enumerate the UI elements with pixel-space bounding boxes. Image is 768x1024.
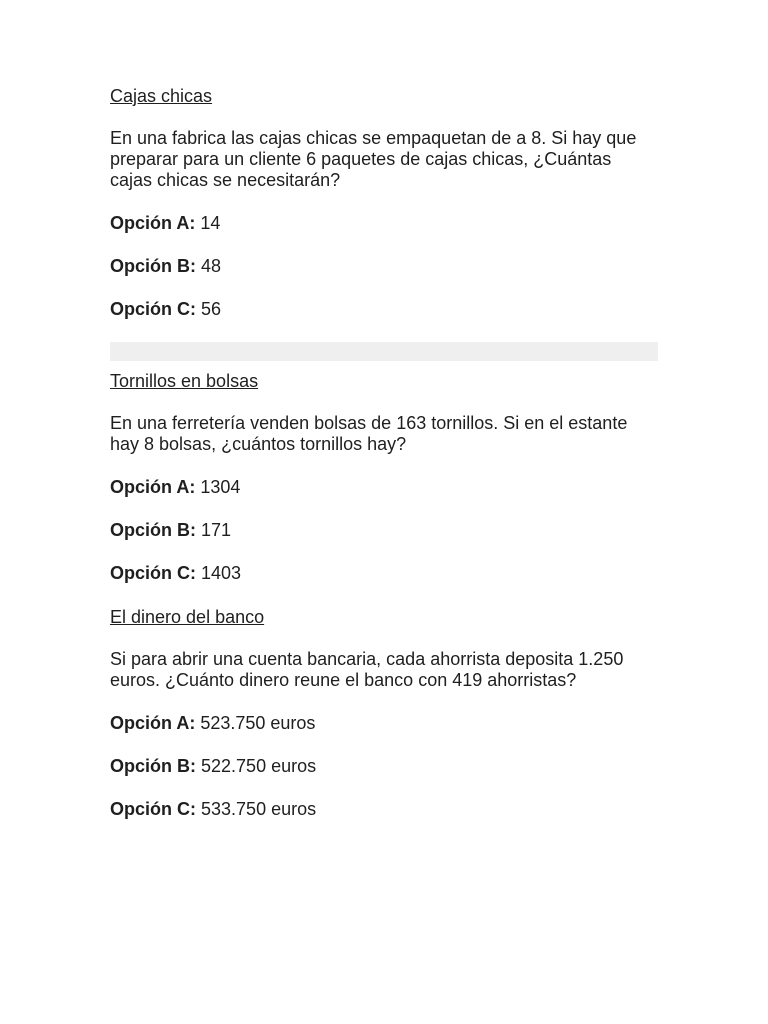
option-label: Opción A: <box>110 713 196 733</box>
problem-title: El dinero del banco <box>110 607 265 627</box>
option-label: Opción C: <box>110 299 196 319</box>
problem-tornillos-en-bolsas <box>110 371 658 584</box>
option-c <box>110 299 658 320</box>
problem-statement: Si para abrir una cuenta bancaria, cada ahorrista deposita 1.250 euros. ¿Cuánto dinero reune el banco con 419 ahorristas? <box>110 649 624 690</box>
option-value: 533.750 euros <box>201 799 317 819</box>
option-label: Opción A: <box>110 477 196 497</box>
problem-title: Cajas chicas <box>110 86 213 106</box>
problem-statement: En una ferretería venden bolsas de 163 tornillos. Si en el estante hay 8 bolsas, ¿cuántos tornillos hay? <box>110 413 628 454</box>
option-a <box>110 713 658 734</box>
section-separator <box>110 342 658 361</box>
option-a <box>110 477 658 498</box>
option-label: Opción B: <box>110 256 196 276</box>
problem-statement: En una fabrica las cajas chicas se empaquetan de a 8. Si hay que preparar para un cliente 6 paquetes de cajas chicas, ¿Cuántas cajas chicas se necesitarán? <box>110 128 637 190</box>
option-value: 522.750 euros <box>201 756 317 776</box>
option-value: 171 <box>201 520 232 540</box>
problem-dinero-del-banco <box>110 607 658 820</box>
option-b <box>110 256 658 277</box>
option-value: 56 <box>201 299 222 319</box>
option-label: Opción C: <box>110 563 196 583</box>
option-value: 48 <box>201 256 222 276</box>
option-value: 1304 <box>200 477 241 497</box>
option-label: Opción C: <box>110 799 196 819</box>
option-value: 14 <box>200 213 221 233</box>
option-c <box>110 799 658 820</box>
problem-title: Tornillos en bolsas <box>110 371 259 391</box>
problem-cajas-chicas <box>110 86 658 320</box>
option-label: Opción B: <box>110 520 196 540</box>
option-c <box>110 563 658 584</box>
option-label: Opción A: <box>110 213 196 233</box>
option-label: Opción B: <box>110 756 196 776</box>
option-value: 1403 <box>201 563 242 583</box>
option-b <box>110 756 658 777</box>
option-b <box>110 520 658 541</box>
option-value: 523.750 euros <box>200 713 316 733</box>
option-a <box>110 213 658 234</box>
